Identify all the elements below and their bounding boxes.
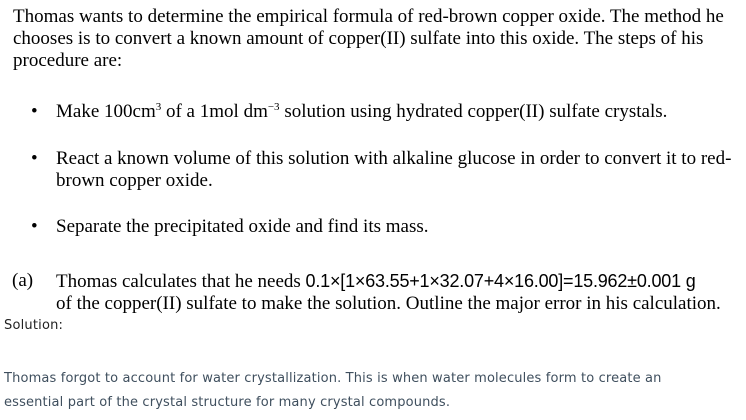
solution-label: Solution: [4, 318, 64, 333]
part-a-text-before: Thomas calculates that he needs [56, 271, 306, 292]
part-a-calculation: 0.1×[1×63.55+1×32.07+4×16.00]=15.962±0.001 g [305, 271, 696, 291]
step1-sup-neg3: −3 [267, 101, 280, 113]
step1-sup-3: 3 [155, 101, 162, 113]
procedure-step-2-text: React a known volume of this solution with alkaline glucose in order to convert it to red-brown copper oxide. [56, 148, 732, 191]
step1-unit-mol: mol [209, 101, 239, 122]
part-a-label: (a) [12, 270, 34, 291]
step1-text-after: solution using hydrated copper(II) sulfate crystals. [279, 101, 668, 122]
solution-text: Thomas forgot to account for water crystallization. This is when water molecules form to create an essential part of the crystal structure for many crystal compounds. [4, 371, 662, 410]
question-intro: Thomas wants to determine the empirical formula of red-brown copper oxide. The method he chooses is to convert a known amount of copper(II) sulfate into this oxide. The steps of his procedure are: [13, 6, 724, 71]
step1-text-mid: of a 1 [161, 101, 210, 122]
bullet-glyph: • [31, 216, 38, 237]
step1-text-before: Make 100 [56, 101, 133, 122]
procedure-step-1-text [56, 101, 734, 123]
part-a-text-after: of the copper(II) sulfate to make the solution. Outline the major error in his calculation. [56, 293, 721, 314]
procedure-step-3-text: Separate the precipitated oxide and find its mass. [56, 216, 429, 237]
part-a-text [56, 270, 736, 315]
step1-unit-dm: dm [243, 101, 268, 122]
step1-unit-cm: cm [132, 101, 156, 122]
bullet-glyph: • [31, 101, 38, 122]
bullet-glyph: • [31, 148, 38, 169]
